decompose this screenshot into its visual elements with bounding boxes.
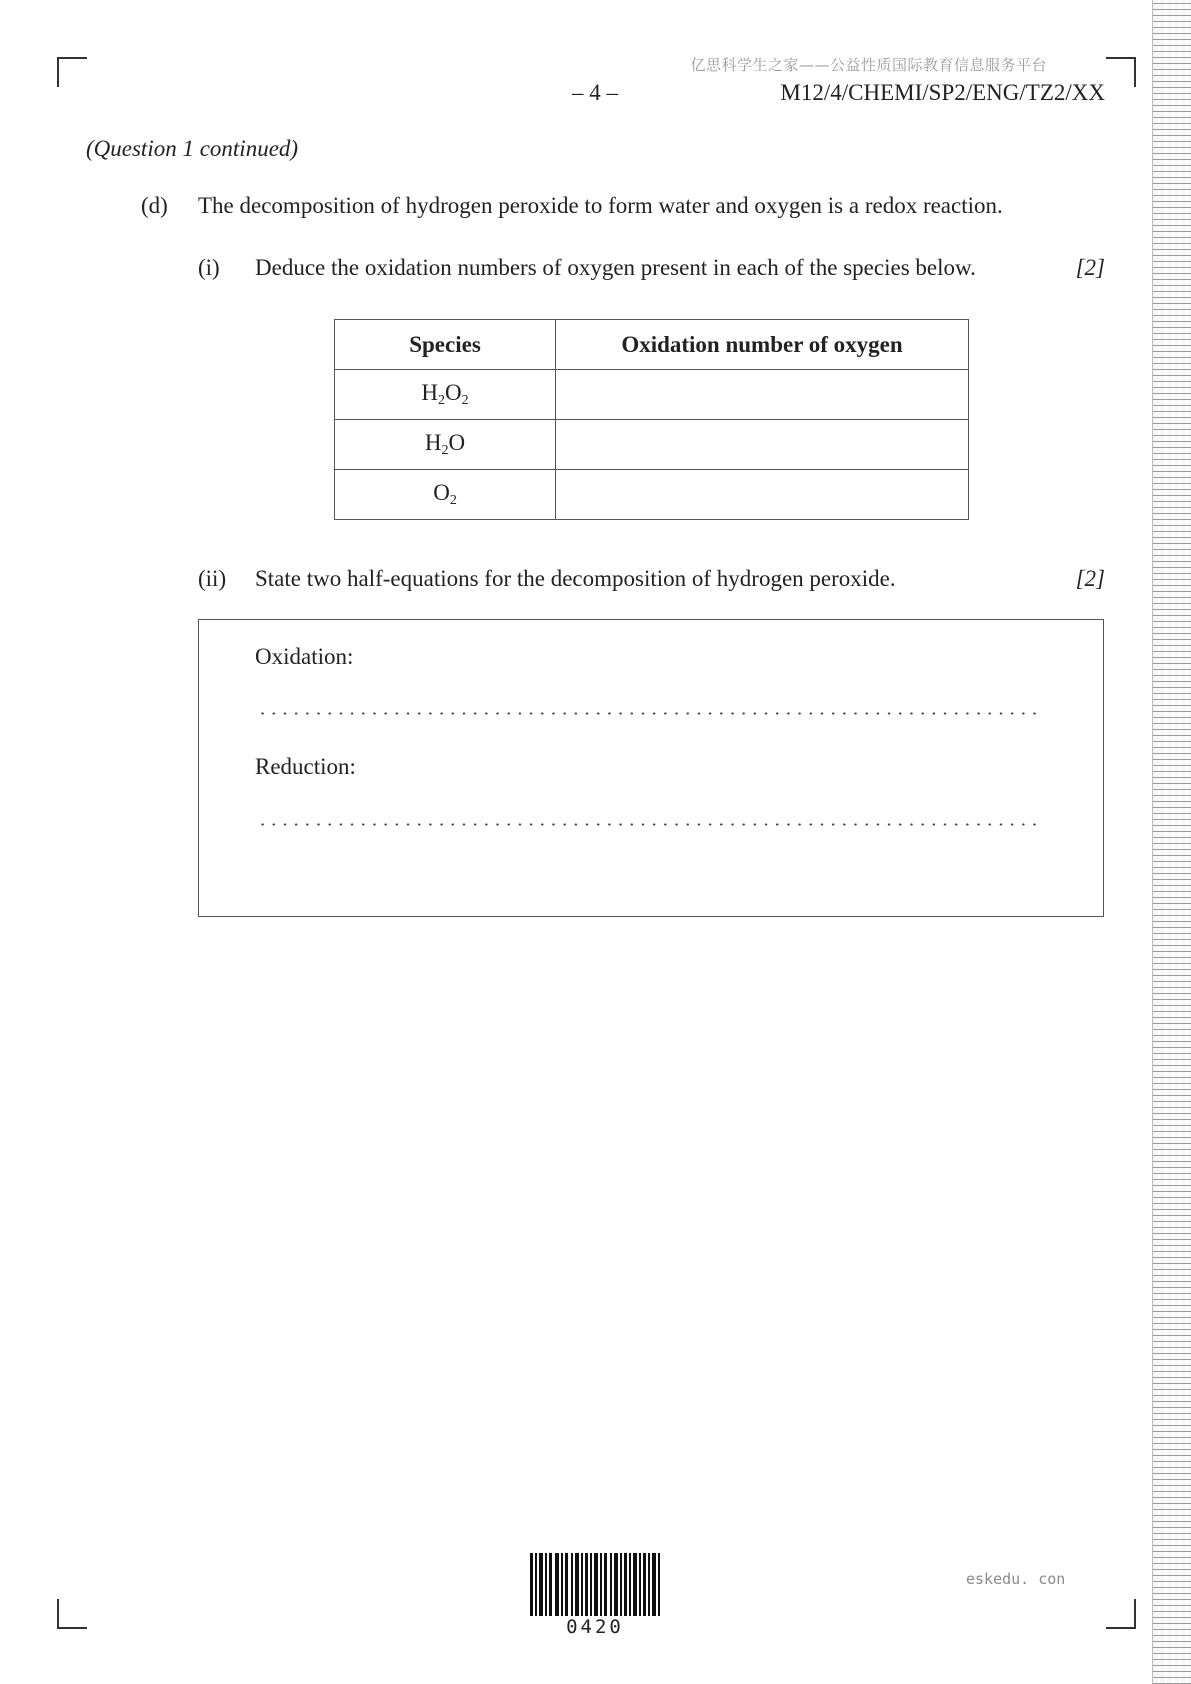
oxidation-answer-line[interactable] [257, 712, 1043, 715]
table-row [335, 470, 969, 520]
barcode-image [528, 1553, 662, 1616]
question-d-text: The decomposition of hydrogen peroxide to form water and oxygen is a redox reaction. [198, 193, 1003, 218]
species-cell [335, 420, 556, 470]
table-header-oxidation-number: Oxidation number of oxygen [556, 320, 969, 370]
part-ii-label: (ii) [198, 566, 227, 591]
crop-mark-bottom-left [57, 1599, 87, 1629]
header-watermark: 亿思科学生之家——公益性质国际教育信息服务平台 [690, 56, 1047, 74]
table-header-species: Species [335, 320, 556, 370]
crop-mark-top-left [57, 57, 87, 87]
page-edge-pattern [1152, 0, 1191, 1684]
species-cell [335, 370, 556, 420]
crop-mark-bottom-right [1106, 1599, 1136, 1629]
formula-subscript: 2 [441, 443, 449, 458]
barcode-number: 0420 [566, 1616, 624, 1638]
reduction-label: Reduction: [255, 754, 356, 779]
oxidation-number-answer-cell[interactable] [556, 470, 969, 520]
oxidation-number-table [334, 319, 969, 520]
part-i-label: (i) [198, 255, 220, 280]
question-d-label: (d) [141, 193, 168, 218]
formula-symbol: O [448, 430, 466, 455]
half-equations-answer-box [198, 619, 1104, 917]
formula-subscript: 2 [438, 393, 445, 408]
formula-symbol: O [433, 480, 450, 505]
part-ii-text: State two half-equations for the decomposition of hydrogen peroxide. [255, 566, 896, 591]
table-header-row [335, 320, 969, 370]
oxidation-label: Oxidation: [255, 644, 354, 669]
reduction-answer-line[interactable] [257, 823, 1043, 826]
table-row [335, 370, 969, 420]
formula-symbol: H [424, 430, 442, 455]
question-continued-note: (Question 1 continued) [86, 136, 299, 161]
part-ii-marks: [2] [1075, 566, 1105, 591]
paper-code: M12/4/CHEMI/SP2/ENG/TZ2/XX [780, 80, 1105, 105]
species-cell [335, 470, 556, 520]
oxidation-number-answer-cell[interactable] [556, 370, 969, 420]
part-i-marks: [2] [1075, 255, 1105, 280]
footer-watermark: eskedu. con [966, 1570, 1066, 1588]
table-row [335, 420, 969, 470]
formula-subscript: 2 [449, 493, 457, 508]
oxidation-number-answer-cell[interactable] [556, 420, 969, 470]
page-number: – 4 – [572, 80, 618, 105]
part-i-text: Deduce the oxidation numbers of oxygen present in each of the species below. [255, 255, 976, 280]
formula-subscript: 2 [461, 393, 469, 408]
formula-symbol: O [445, 380, 462, 405]
crop-mark-top-right [1106, 57, 1136, 87]
formula-symbol: H [421, 380, 438, 405]
